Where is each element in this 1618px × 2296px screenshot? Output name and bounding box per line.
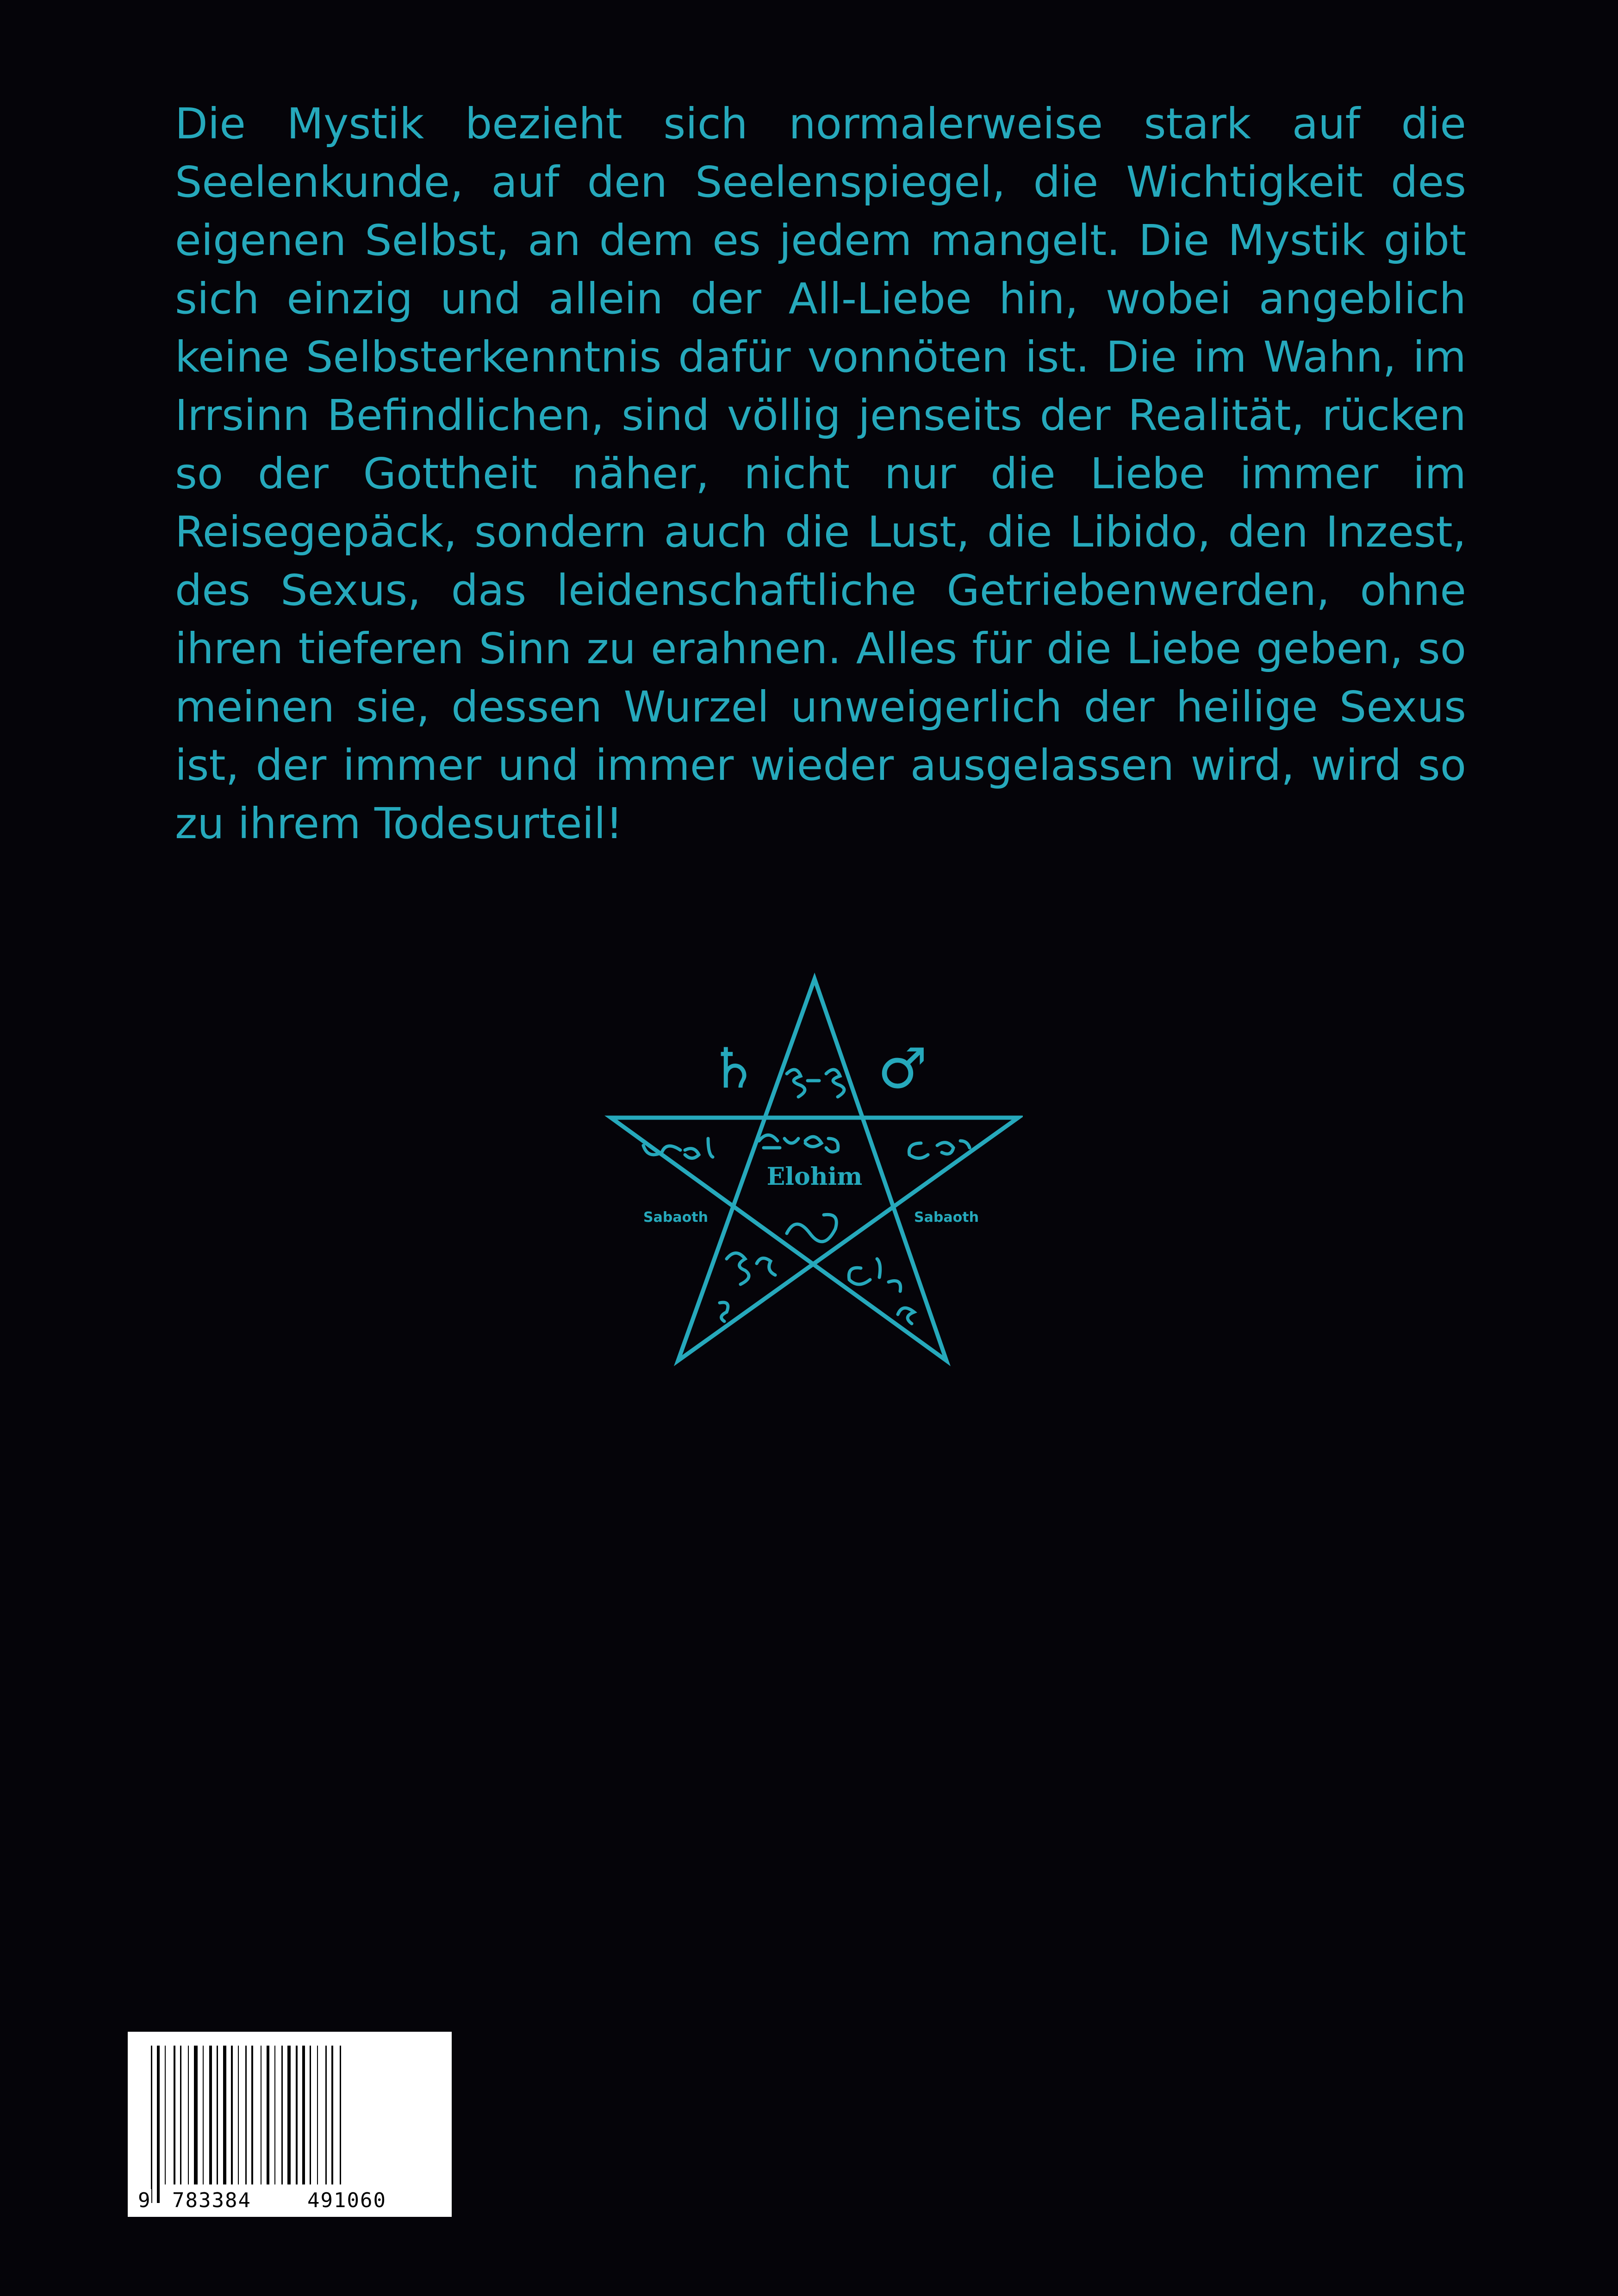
barcode-bar <box>296 2046 298 2184</box>
glyph-center <box>787 1214 836 1241</box>
barcode-bar <box>174 2046 175 2184</box>
barcode-bar <box>287 2046 291 2184</box>
barcode-bar <box>274 2046 275 2184</box>
pentagram-left-label: Sabaoth <box>643 1209 708 1226</box>
barcode-bar <box>267 2046 269 2184</box>
pentagram-center-label: Elohim <box>766 1163 863 1191</box>
barcode-digits-left: 783384 <box>172 2189 251 2212</box>
barcode-bar <box>188 2046 189 2184</box>
barcode-bar <box>151 2046 152 2203</box>
barcode-bar <box>302 2046 305 2184</box>
barcode-bar <box>231 2046 233 2184</box>
barcode-bar <box>157 2046 160 2203</box>
barcode-bar <box>217 2046 218 2184</box>
barcode-bar <box>194 2046 198 2184</box>
pentagram-right-label: Sabaoth <box>914 1209 979 1226</box>
back-cover-blurb: Die Mystik bezieht sich normalerweise stark auf die Seelenkunde, auf den Seelenspiegel, die Wichtigkeit des eigenen Selbst, an dem es jedem mangelt. Die Mystik gibt sich einzig und allein der All-Liebe hin, wobei angeblich keine Selbsterkenntnis dafür vonnöten ist. Die im Wahn, im Irrsinn Befindlichen, sind völlig jenseits der Realität, rücken so der Gottheit näher, nicht nur die Liebe immer im Reisegepäck, sondern auch die Lust, die Libido, den Inzest, des Sexus, das leidenschaftliche Getriebenwerden, ohne ihren tieferen Sinn zu erahnen. Alles für die Liebe geben, so meinen sie, dessen Wurzel unweigerlich der heilige Sexus ist, der immer und immer wieder ausgelassen wird, wird so zu ihrem Todesurteil! <box>175 99 1466 848</box>
mars-symbol-icon: ♂ <box>877 1037 927 1101</box>
glyph-inner-top <box>759 1135 838 1152</box>
barcode-bar <box>180 2046 181 2184</box>
barcode-bar <box>317 2046 318 2184</box>
barcode-bar <box>340 2046 341 2184</box>
barcode-bar <box>165 2046 166 2184</box>
glyph-top <box>787 1070 844 1097</box>
isbn-barcode <box>128 2032 452 2217</box>
barcode-bar <box>238 2046 239 2184</box>
pentagram-emblem <box>602 963 1023 1379</box>
barcode-bar <box>223 2046 226 2184</box>
barcode-bar <box>310 2046 311 2184</box>
saturn-symbol-icon: ♄ <box>709 1037 759 1101</box>
barcode-bar <box>331 2046 333 2184</box>
barcode-bar <box>209 2046 212 2184</box>
barcode-bar <box>251 2046 253 2184</box>
barcode-bar <box>203 2046 204 2184</box>
barcode-digits-right: 491060 <box>307 2189 386 2212</box>
barcode-digit-lead: 9 <box>138 2189 151 2212</box>
barcode-bar <box>281 2046 283 2184</box>
glyph-right-arm <box>909 1141 970 1158</box>
barcode-bar <box>245 2046 247 2184</box>
barcode-bar <box>325 2046 327 2184</box>
